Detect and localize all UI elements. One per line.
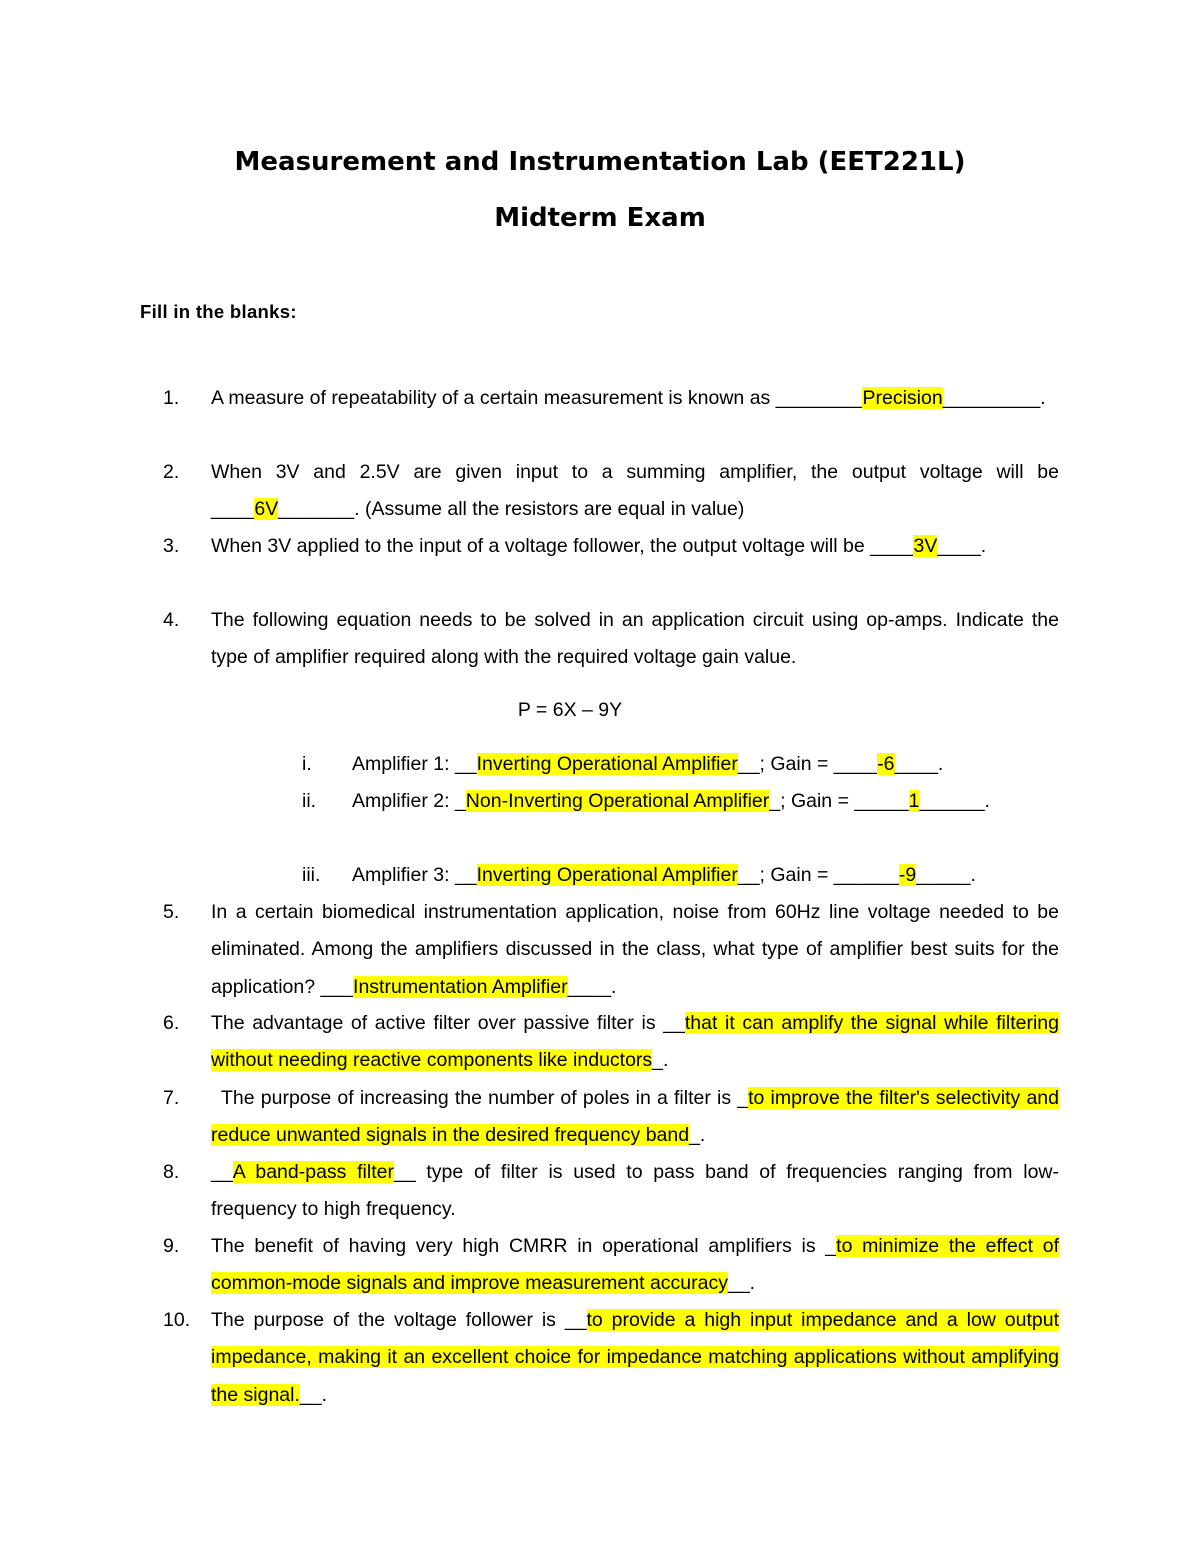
question-number: 3. bbox=[163, 535, 180, 557]
sub-item-number: ii. bbox=[302, 790, 317, 812]
sub-item-3 bbox=[302, 857, 1058, 894]
answer-highlight: 3V bbox=[913, 535, 938, 557]
question-4 bbox=[163, 602, 1059, 677]
question-2 bbox=[163, 454, 1059, 529]
sub-item-text: Amplifier 1: __ bbox=[352, 753, 477, 775]
sub-item-text: __; Gain = ______ bbox=[737, 864, 899, 886]
sub-item-1 bbox=[302, 746, 1058, 783]
question-text: _. bbox=[689, 1124, 706, 1147]
question-number: 6. bbox=[163, 1012, 180, 1034]
question-number: 2. bbox=[163, 461, 180, 483]
question-text: The advantage of active filter over passive filter is __ bbox=[211, 1012, 685, 1034]
question-text: In a certain biomedical instrumentation application, noise from 60Hz line voltage needed to be eliminated. Among the amplifiers discussed in the class, what type of amplifier best suits for the application? ___ bbox=[211, 901, 1059, 998]
answer-highlight: to improve the filter's selectivity and reduce unwanted signals in the desired frequency band bbox=[211, 1087, 1059, 1147]
question-text: The purpose of increasing the number of poles in a filter is _ bbox=[221, 1087, 749, 1109]
answer-highlight: Precision bbox=[862, 387, 943, 409]
sub-item-text: Amplifier 3: __ bbox=[352, 864, 477, 886]
sub-item-text: Amplifier 2: _ bbox=[352, 790, 466, 812]
sub-item-2 bbox=[302, 783, 1058, 820]
question-text: __ bbox=[211, 1161, 233, 1183]
answer-highlight: 6V bbox=[254, 498, 279, 521]
question-text: __ type of filter is used to pass band of frequencies ranging from low-frequency to high frequency. bbox=[211, 1161, 1059, 1221]
answer-highlight: Non-Inverting Operational Amplifier bbox=[465, 790, 770, 812]
question-number: 4. bbox=[163, 609, 180, 631]
question-text: The following equation needs to be solved in an application circuit using op-amps. Indicate the type of amplifier required along with the required voltage gain value. bbox=[211, 609, 1059, 669]
question-3 bbox=[163, 528, 1059, 565]
answer-highlight: to minimize the effect of common-mode signals and improve measurement accuracy bbox=[211, 1235, 1059, 1295]
question-6 bbox=[163, 1005, 1059, 1080]
question-text: The purpose of the voltage follower is __ bbox=[211, 1309, 587, 1331]
question-text: The benefit of having very high CMRR in operational amplifiers is _ bbox=[211, 1235, 837, 1257]
sub-item-text: _____. bbox=[916, 864, 976, 886]
question-number: 9. bbox=[163, 1235, 180, 1257]
question-number: 7. bbox=[163, 1087, 180, 1109]
answer-highlight: Inverting Operational Amplifier bbox=[476, 864, 738, 886]
document-title: Measurement and Instrumentation Lab (EET221L) bbox=[234, 147, 966, 177]
sub-item-text: _; Gain = _____ bbox=[769, 790, 909, 812]
question-9 bbox=[163, 1228, 1059, 1303]
question-text: __. bbox=[727, 1272, 756, 1295]
question-text: When 3V and 2.5V are given input to a summing amplifier, the output voltage will be ____ bbox=[211, 461, 1059, 521]
question-8 bbox=[163, 1154, 1059, 1229]
sub-item-number: i. bbox=[302, 753, 312, 775]
gain-highlight: -6 bbox=[877, 753, 895, 775]
question-number: 8. bbox=[163, 1161, 180, 1183]
question-text: _________. bbox=[942, 387, 1046, 409]
section-heading: Fill in the blanks: bbox=[140, 301, 297, 322]
sub-item-text: ______. bbox=[919, 790, 990, 812]
question-text: _. bbox=[652, 1049, 669, 1072]
question-text: __. bbox=[299, 1383, 328, 1406]
sub-item-text: __; Gain = ____ bbox=[737, 753, 878, 775]
question-text: ____. bbox=[567, 975, 617, 998]
question-number: 5. bbox=[163, 901, 180, 923]
sub-item-number: iii. bbox=[302, 864, 321, 886]
gain-highlight: 1 bbox=[908, 790, 920, 812]
answer-highlight: A band-pass filter bbox=[232, 1161, 394, 1183]
answer-highlight: that it can amplify the signal while filtering without needing reactive components like inductors bbox=[211, 1012, 1059, 1072]
question-text: _______. (Assume all the resistors are equal in value) bbox=[278, 498, 745, 521]
answer-highlight: to provide a high input impedance and a low output impedance, making it an excellent choice for impedance matching applications without amplifying the signal. bbox=[211, 1309, 1059, 1406]
question-1 bbox=[163, 380, 1059, 417]
question-number: 1. bbox=[163, 387, 180, 409]
answer-highlight: Inverting Operational Amplifier bbox=[476, 753, 738, 775]
document-subtitle: Midterm Exam bbox=[494, 203, 706, 233]
question-10 bbox=[163, 1302, 1059, 1414]
gain-highlight: -9 bbox=[898, 864, 917, 886]
question-number: 10. bbox=[163, 1309, 191, 1331]
equation: P = 6X – 9Y bbox=[517, 699, 623, 721]
question-5 bbox=[163, 894, 1059, 1006]
question-text: When 3V applied to the input of a voltage follower, the output voltage will be ____ bbox=[211, 535, 914, 557]
question-text: ____. bbox=[937, 535, 987, 557]
question-text: A measure of repeatability of a certain measurement is known as ________ bbox=[211, 387, 863, 409]
sub-item-text: ____. bbox=[894, 753, 944, 775]
answer-highlight: Instrumentation Amplifier bbox=[353, 975, 568, 998]
question-7 bbox=[163, 1080, 1059, 1155]
